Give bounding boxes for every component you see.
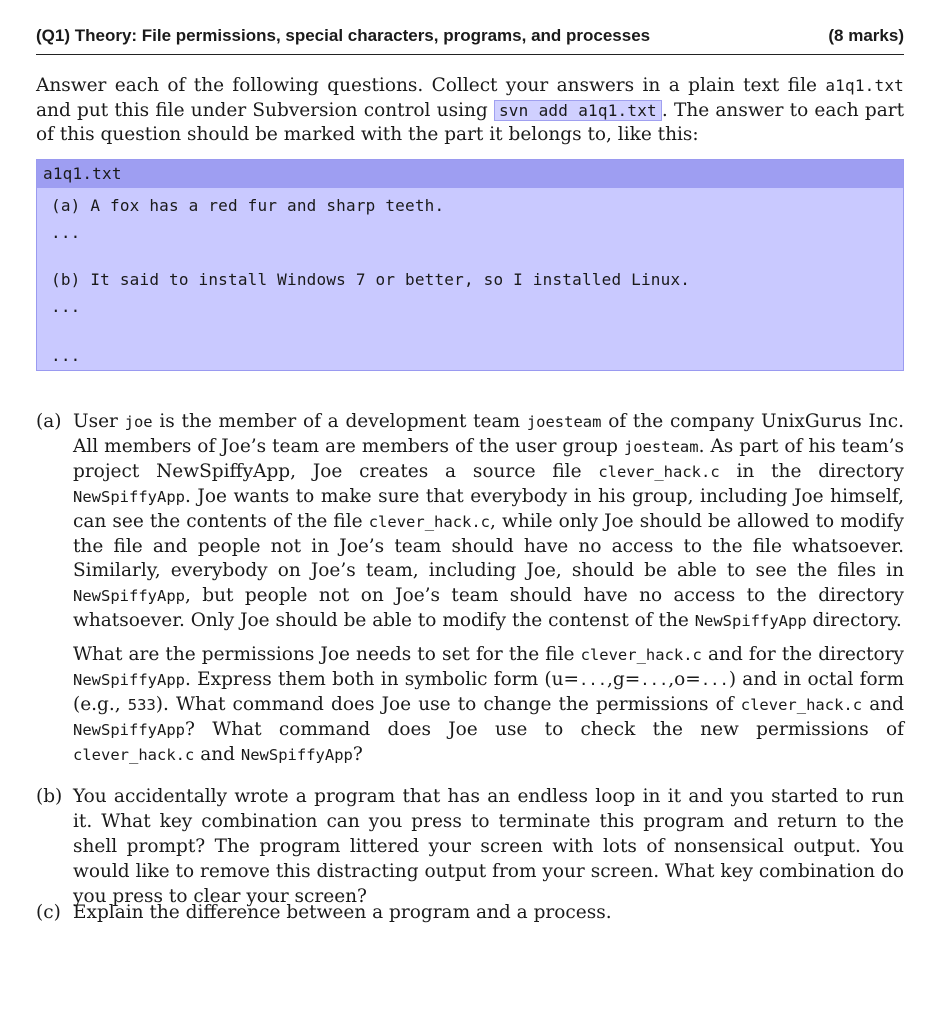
question-marks: (8 marks) — [828, 26, 904, 45]
answer-file-example — [36, 159, 904, 371]
question-c-text: Explain the difference between a program and a process. — [73, 902, 612, 923]
question-a — [36, 410, 904, 768]
question-b-label: (b) — [36, 786, 63, 807]
question-c — [36, 901, 904, 926]
intro-filename: a1q1.txt — [825, 76, 904, 95]
code-line: ... — [51, 346, 81, 365]
question-a-paragraph-1: User joe is the member of a development team joesteam of the company UnixGurus Inc. All members of Joe’s team are members of the user group joesteam. As part of his team’s project NewSpiffyApp, Joe creates a source file clever_hack.c in the directory NewSpiffyApp. Joe wants to make sure that everybody in his group, including Joe himself, can see the contents of the file clever_hack.c, while only Joe should be allowed to modify the file and people not in Joe’s team should have no access to the file whatsoever. Similarly, everybody on Joe’s team, including Joe, should be able to see the files in NewSpiffyApp, but people not on Joe’s team should have no access to the directory whatsoever. Only Joe should be able to modify the contenst of the NewSpiffyApp directory. — [73, 411, 904, 632]
question-header — [36, 25, 904, 55]
question-b-text: You accidentally wrote a program that has an endless loop in it and you started to run it. What key combination can you press to terminate this program and return to the shell prompt? The program littered your screen with lots of nonsensical output. You would like to remove this distracting output from your screen. What key combination do you press to clear your screen? — [73, 786, 904, 907]
question-a-label: (a) — [36, 411, 62, 432]
intro-paragraph — [36, 74, 904, 148]
question-a-paragraph-2: What are the permissions Joe needs to set for the file clever_hack.c and for the directory NewSpiffyApp. Express them both in symbolic form (u=...,g=...,o=...) and in octal form (e.g., 533). What command does Joe use to change the permissions of clever_hack.c and NewSpiffyApp? What command does Joe use to check the new permissions of clever_hack.c and NewSpiffyApp? — [73, 644, 905, 765]
code-line: ... — [51, 223, 81, 242]
intro-text-2: and put this file under Subversion control using — [36, 99, 494, 121]
intro-text-3: . The answer to each part of this question should be marked with the part it belongs to, like this: — [36, 99, 905, 146]
intro-text-1: Answer each of the following questions. Collect your answers in a plain text file — [36, 75, 826, 96]
svn-add-command: svn add a1q1.txt — [494, 100, 662, 121]
question-b — [36, 785, 904, 910]
question-c-label: (c) — [36, 902, 61, 923]
code-line: (b) It said to install Windows 7 or better, so I installed Linux. — [51, 270, 691, 289]
code-filename: a1q1.txt — [37, 160, 903, 188]
question-title: (Q1) Theory: File permissions, special characters, programs, and processes — [36, 26, 651, 45]
code-line: (a) A fox has a red fur and sharp teeth. — [51, 196, 445, 215]
code-line: ... — [51, 297, 81, 316]
